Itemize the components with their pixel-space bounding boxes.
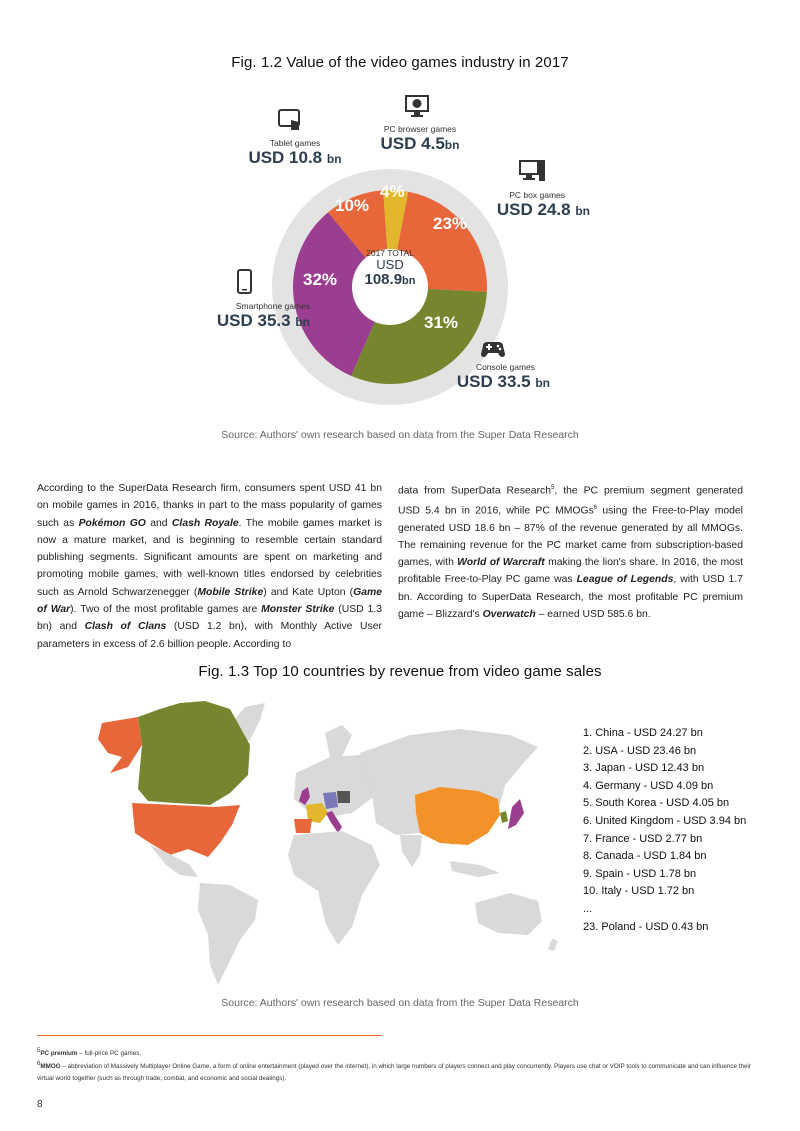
map-new-zealand: [548, 939, 558, 951]
map-usa: [132, 803, 240, 857]
label-pc-box: PC box games USD 24.8 bn: [496, 190, 590, 219]
ranking-item: 9. Spain - USD 1.78 bn: [583, 867, 697, 880]
fig13-source: Source: Authors' own research based on data from the Super Data Research: [221, 997, 579, 1009]
fig12-source: Source: Authors' own research based on data from the Super Data Research: [221, 429, 579, 441]
text-run: using the Free-to-Play model generated USD 18.6 bn – 87% of the revenue generated by all MMOGs. The remaining revenue for the PC market came from subscription-based games, with: [398, 505, 743, 569]
label-smartphone: Smartphone games USD 35.3 bn: [216, 301, 310, 330]
footnote-divider: [37, 1035, 382, 1036]
fig12-title: Fig. 1.2 Value of the video games industry in 2017: [231, 54, 569, 71]
pct-tablet: 10%: [335, 196, 370, 215]
pc-box-icon: [519, 158, 547, 184]
map-canada: [138, 701, 250, 805]
center-currency: USD: [376, 257, 404, 272]
label-tablet: Tablet games USD 10.8 bn: [248, 138, 342, 167]
text-run: – earned USD 585.6 bn.: [535, 609, 651, 621]
text-run: and: [145, 517, 172, 529]
pct-pc-box: 23%: [433, 214, 468, 233]
map-africa: [288, 831, 380, 945]
ranking-item: 23. Poland - USD 0.43 bn: [583, 920, 709, 933]
emphasis-title: Overwatch: [482, 609, 536, 621]
ranking-item: 2. USA - USD 23.46 bn: [583, 744, 697, 757]
emphasis-title: Mobile Strike: [197, 586, 264, 598]
body-paragraph-left: [37, 480, 382, 653]
pct-pc-browser: 4%: [380, 182, 405, 201]
text-run: data from SuperData Research: [398, 485, 552, 497]
footnote-ref: 5: [551, 485, 555, 491]
page-number: 8: [37, 1099, 43, 1110]
body-paragraph-right: [398, 480, 743, 623]
text-run: ) and Kate Upton (: [263, 586, 354, 598]
map-japan: [508, 799, 524, 829]
emphasis-title: Game of War: [37, 586, 383, 616]
label-pc-browser: PC browser games USD 4.5bn: [380, 124, 460, 153]
map-scandinavia: [325, 725, 352, 757]
ranking-item: 4. Germany - USD 4.09 bn: [583, 779, 714, 792]
text-run: (USD 1.2 bn), with Monthly Active User parameters in excess of 2.6 billion people. According to: [37, 621, 382, 650]
footnote-6: $^6$MMOG – abbreviation of Massively Multiplayer Online Game, a form of online entertainment (played over the internet), in which large numbers of players connect and play concurrently. Players use chat or VOIP tools to communicate and can influence their virtual world together (such as through trade, combat, and economic and social dealings).: [37, 1061, 751, 1082]
ranking-item: 7. France - USD 2.77 bn: [583, 832, 703, 845]
donut-center-label: [340, 248, 440, 289]
pct-console: 31%: [424, 313, 459, 332]
map-alaska: [98, 717, 142, 773]
map-india: [400, 835, 422, 867]
fig13-title: Fig. 1.3 Top 10 countries by revenue from video game sales: [198, 663, 602, 680]
ranking-item: ...: [583, 902, 593, 915]
world-map: [80, 695, 570, 990]
map-australia: [475, 893, 542, 935]
text-run: making the lion's share. In 2016, the most profitable Free-to-Play PC game was: [398, 557, 743, 586]
text-run: , with USD 1.7 bn. According to SuperData Research, the most profitable PC premium game – Blizzard's: [398, 574, 743, 621]
map-spain: [294, 819, 312, 833]
center-value: 108.9bn: [364, 271, 416, 288]
ranking-item: 5. South Korea - USD 4.05 bn: [583, 797, 730, 810]
center-total-label: 2017 TOTAL: [366, 248, 414, 258]
gamepad-icon: [479, 338, 507, 360]
emphasis-title: Monster Strike: [261, 604, 335, 616]
map-china: [415, 787, 500, 845]
footnote-ref: 6: [593, 504, 598, 511]
country-ranking-list: [583, 725, 746, 936]
map-korea: [500, 811, 508, 823]
emphasis-title: League of Legends: [576, 574, 674, 586]
ranking-item: 10. Italy - USD 1.72 bn: [583, 885, 695, 898]
smartphone-icon: [236, 268, 254, 296]
text-run: (USD 1.3 bn) and: [37, 604, 383, 633]
emphasis-title: Clash of Clans: [84, 621, 167, 633]
footnotes: [37, 1046, 767, 1084]
label-console: Console games USD 33.5 bn: [456, 362, 550, 391]
ranking-item: 6. United Kingdom - USD 3.94 bn: [583, 814, 747, 827]
map-southeast-asia: [450, 861, 500, 877]
tablet-icon: [277, 108, 305, 134]
ranking-item: 1. China - USD 24.27 bn: [583, 727, 703, 739]
footnote-5: $^5$PC premium – full-price PC games.: [37, 1048, 142, 1058]
emphasis-title: Pokémon GO: [78, 517, 146, 529]
text-run: According to the SuperData Research firm, consumers spent USD 41 bn on mobile games in 2016, thanks in part to the mass popularity of games such as: [37, 483, 382, 529]
ranking-item: 3. Japan - USD 12.43 bn: [583, 762, 705, 775]
pc-browser-icon: [404, 94, 430, 118]
emphasis-title: World of Warcraft: [457, 557, 545, 569]
text-run: . The mobile games market is now a mature market, and is beginning to resemble certain standard publishing segments. Significant amounts are spent on marketing and promoting mobile games, with well-known titles endorsed by celebrities such as Arnold Schwarzenegger (: [37, 517, 382, 598]
map-south-america: [198, 883, 258, 985]
pct-smartphone: 32%: [303, 270, 338, 289]
text-run: ). Two of the most profitable games are: [70, 604, 262, 616]
map-poland: [337, 791, 350, 803]
text-run: , the PC premium segment generated USD 5.4 bn in 2016, while PC MMOGs: [398, 485, 743, 517]
ranking-item: 8. Canada - USD 1.84 bn: [583, 850, 707, 863]
emphasis-title: Clash Royale: [171, 517, 239, 529]
